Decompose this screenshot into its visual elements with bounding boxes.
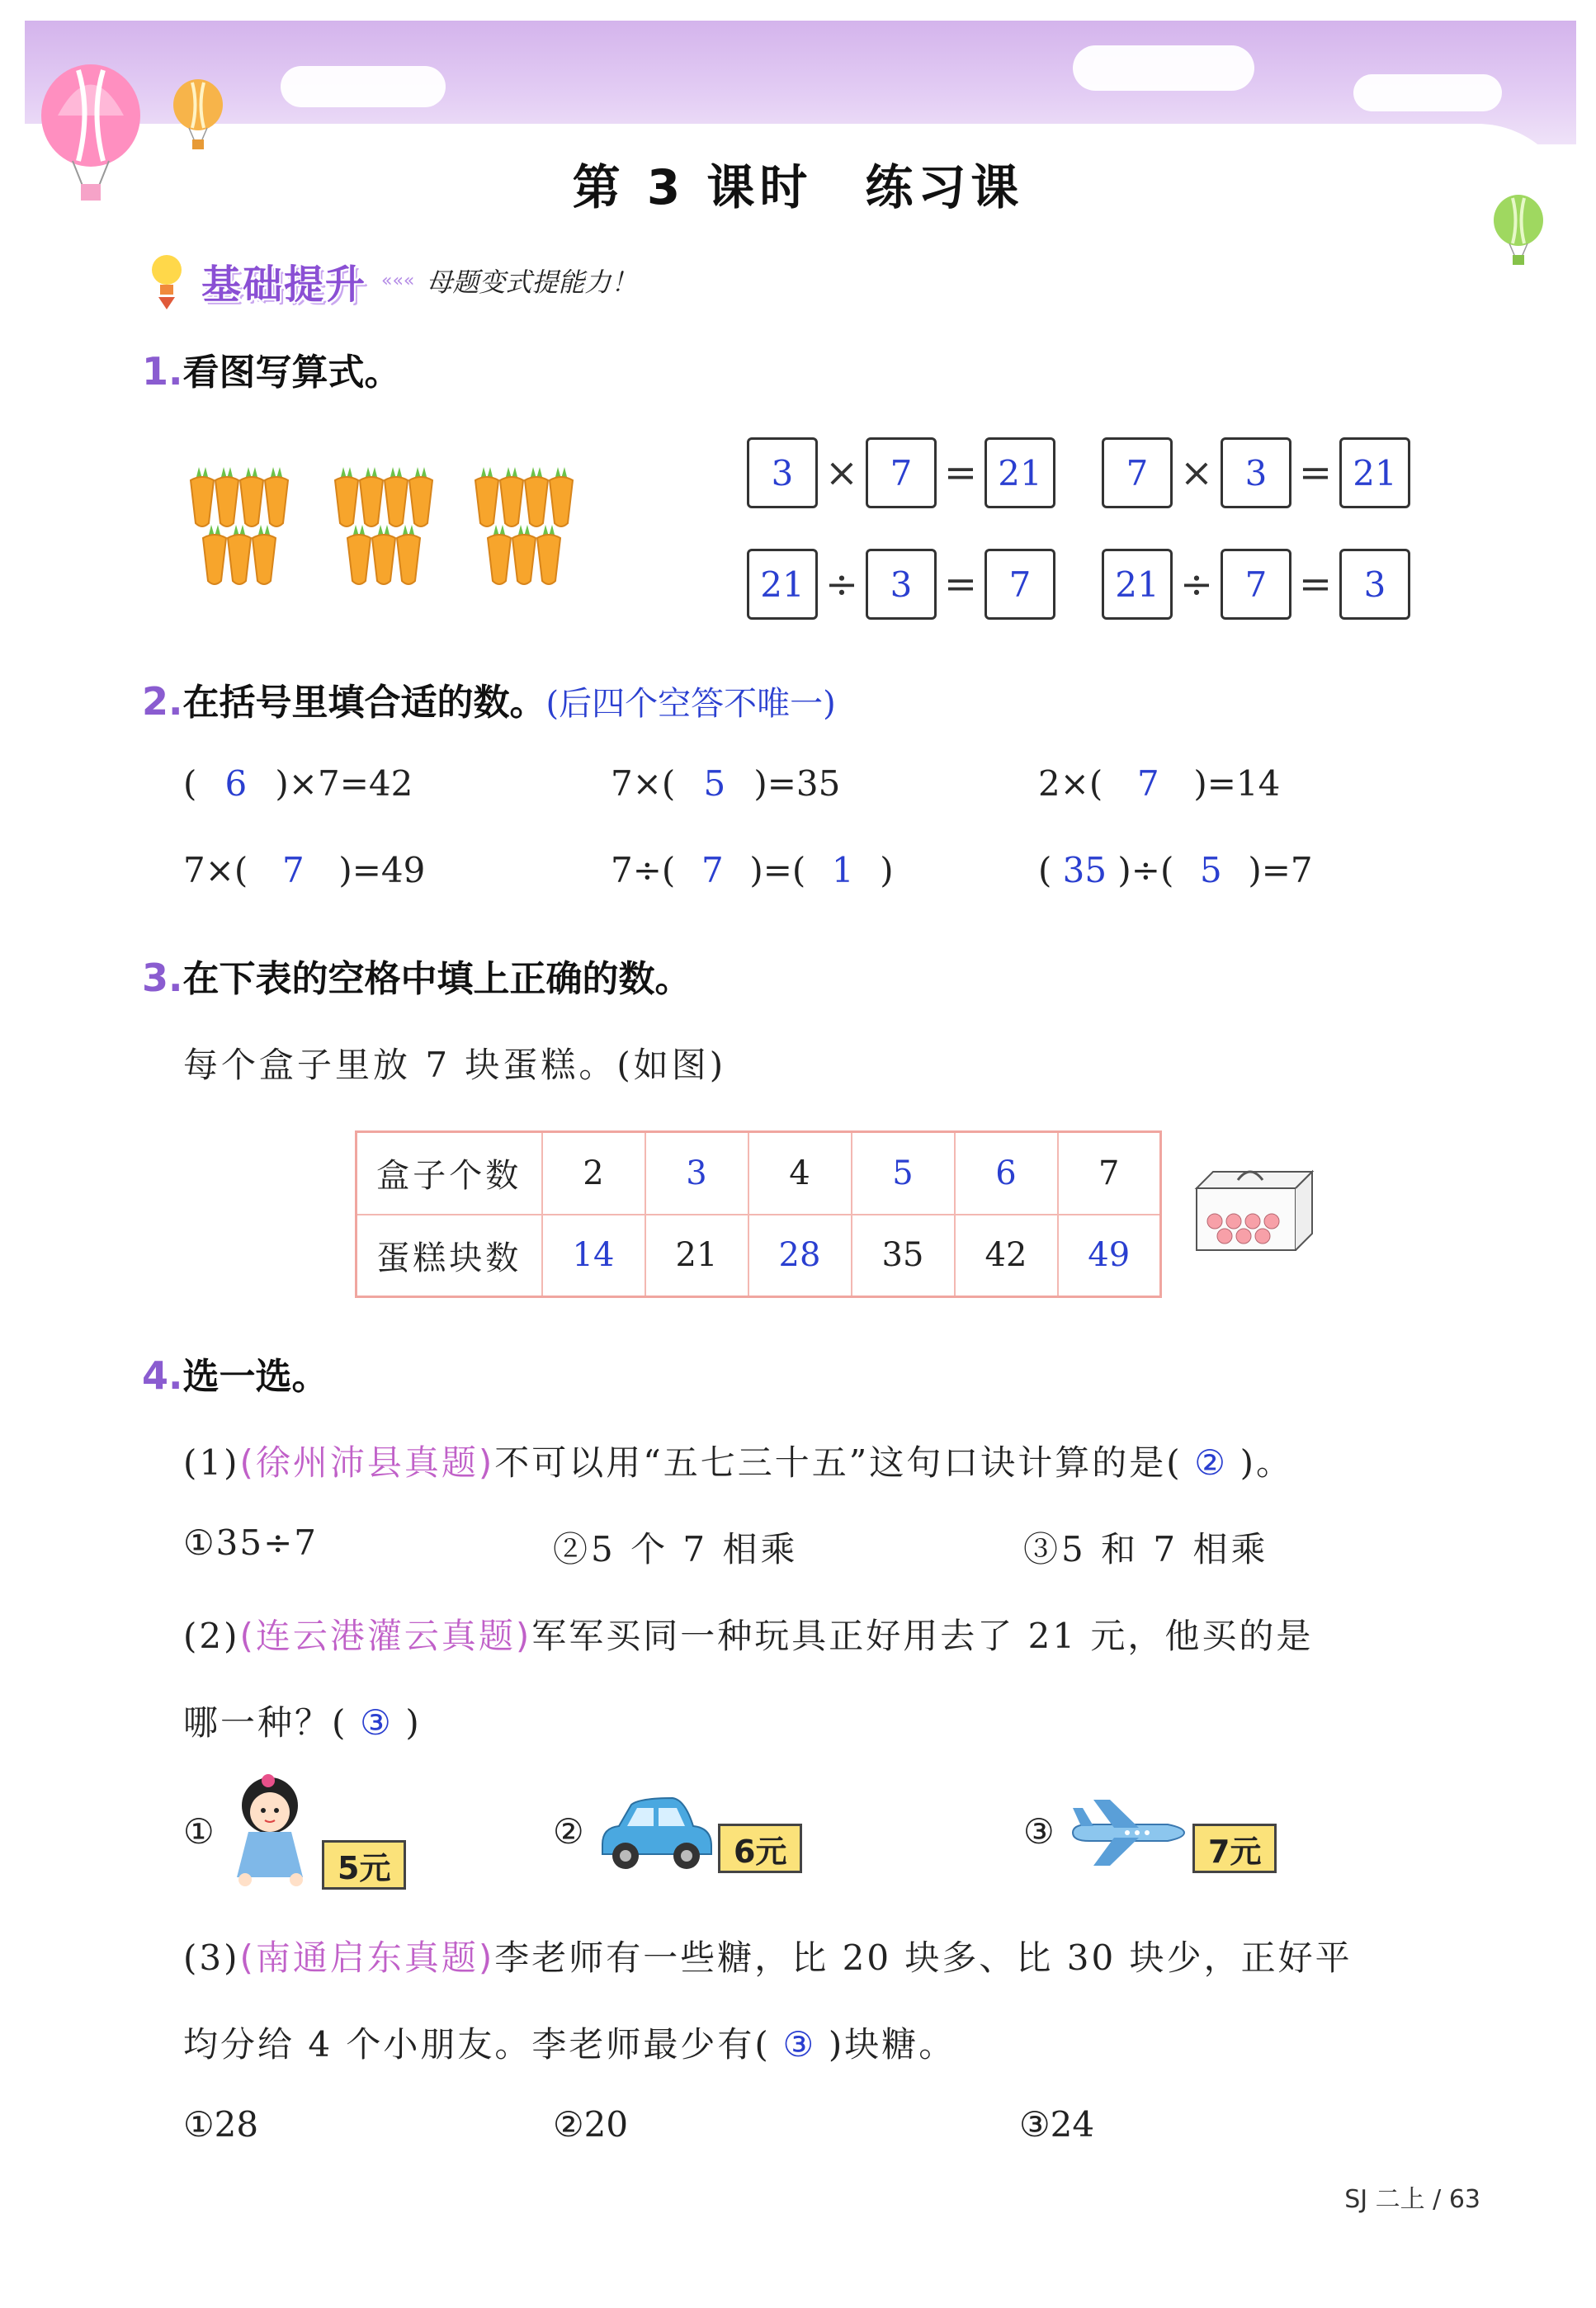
section-subtitle: 母题变式提能力！ bbox=[426, 267, 638, 298]
equals-sign: = bbox=[1298, 561, 1333, 607]
option[interactable]: ②5 个 7 相乘 bbox=[553, 1529, 799, 1569]
table-cell: 2 bbox=[542, 1132, 645, 1215]
fill-blank bbox=[1038, 763, 1280, 804]
answer[interactable]: 1 bbox=[831, 850, 854, 890]
fill-blank bbox=[611, 763, 840, 804]
question-text: 选一选。 bbox=[182, 1356, 328, 1398]
question-4-2 bbox=[183, 1609, 1313, 1659]
page-title: 第 3 课时 练习课 bbox=[572, 159, 1024, 215]
question-4-1 bbox=[183, 1436, 1293, 1485]
source-tag: (南通启东真题) bbox=[239, 1937, 495, 1978]
row-label: 蛋糕块数 bbox=[357, 1215, 542, 1297]
option[interactable]: ①35÷7 bbox=[183, 1522, 319, 1563]
question-4-2-cont bbox=[183, 1696, 422, 1745]
table-cell: 4 bbox=[748, 1132, 852, 1215]
equation-row bbox=[747, 549, 1055, 620]
answer[interactable]: ② bbox=[1194, 1442, 1228, 1483]
answer[interactable]: 7 bbox=[281, 850, 305, 890]
equals-sign: = bbox=[943, 450, 978, 496]
answer-cell[interactable]: 14 bbox=[542, 1215, 645, 1297]
hot-air-balloon-icon bbox=[169, 78, 227, 157]
option-mark[interactable]: ② bbox=[553, 1811, 584, 1852]
answer-box[interactable]: 7 bbox=[866, 437, 937, 508]
table-cell: 35 bbox=[852, 1215, 955, 1297]
answer-cell[interactable]: 5 bbox=[852, 1132, 955, 1215]
table-cell: 21 bbox=[645, 1215, 748, 1297]
text: (1) bbox=[183, 1442, 240, 1483]
cake-table bbox=[355, 1130, 1162, 1298]
answer-box[interactable]: 3 bbox=[747, 437, 818, 508]
carrot-group bbox=[475, 467, 573, 584]
question-3-title bbox=[142, 949, 691, 1002]
answer-cell[interactable]: 28 bbox=[748, 1215, 852, 1297]
section-tag bbox=[149, 248, 637, 314]
source-tag: (徐州沛县真题) bbox=[239, 1442, 495, 1483]
text: )=14 bbox=[1193, 763, 1281, 804]
question-4-3-cont bbox=[183, 2018, 956, 2067]
text: (2) bbox=[183, 1616, 240, 1656]
answer-cell[interactable]: 6 bbox=[955, 1132, 1058, 1215]
carrot-group bbox=[191, 467, 288, 584]
text: 军军买同一种玩具正好用去了 21 元，他买的是 bbox=[531, 1616, 1314, 1656]
text: (3) bbox=[183, 1937, 240, 1978]
option-mark[interactable]: ① bbox=[183, 1811, 215, 1852]
text: ( bbox=[1038, 850, 1052, 890]
text: )×7=42 bbox=[275, 763, 413, 804]
answer-cell[interactable]: 3 bbox=[645, 1132, 748, 1215]
text: ( bbox=[183, 763, 197, 804]
text: 李老师有一些糖，比 20 块多、比 30 块少，正好平 bbox=[494, 1937, 1353, 1978]
answer-box[interactable]: 21 bbox=[985, 437, 1055, 508]
row-label: 盒子个数 bbox=[357, 1132, 542, 1215]
carrot-groups-illustration bbox=[186, 462, 582, 594]
table-row bbox=[357, 1215, 1161, 1297]
question-text: 看图写算式。 bbox=[182, 352, 401, 394]
price-tag: 6元 bbox=[718, 1824, 802, 1873]
text: ) bbox=[405, 1702, 422, 1743]
text: )块糖。 bbox=[828, 2024, 956, 2065]
equals-sign: = bbox=[943, 561, 978, 607]
answer-box[interactable]: 7 bbox=[1102, 437, 1173, 508]
lightbulb-icon bbox=[149, 252, 185, 309]
answer[interactable]: 6 bbox=[224, 763, 248, 804]
option[interactable]: ②20 bbox=[553, 2104, 629, 2145]
equation-row bbox=[747, 437, 1055, 508]
answer-box[interactable]: 21 bbox=[1339, 437, 1410, 508]
equation-row bbox=[1102, 549, 1410, 620]
airplane-icon bbox=[1065, 1795, 1188, 1869]
question-text: 在下表的空格中填上正确的数。 bbox=[182, 958, 692, 1000]
question-number: 3. bbox=[142, 956, 183, 1000]
price-tag: 5元 bbox=[322, 1840, 406, 1890]
question-2-title bbox=[142, 673, 836, 725]
answer-box[interactable]: 3 bbox=[866, 549, 937, 620]
cloud-decoration bbox=[1353, 74, 1502, 111]
fill-blank bbox=[1038, 850, 1313, 890]
question-3-intro: 每个盒子里放 7 块蛋糕。(如图) bbox=[183, 1045, 727, 1085]
text: 不可以用“五七三十五”这句口诀计算的是( bbox=[494, 1442, 1183, 1483]
question-number: 4. bbox=[142, 1353, 183, 1398]
operator: ÷ bbox=[1179, 561, 1214, 607]
fill-blank bbox=[183, 763, 413, 804]
car-icon bbox=[594, 1795, 718, 1877]
answer-box[interactable]: 21 bbox=[747, 549, 818, 620]
question-number: 2. bbox=[142, 679, 183, 724]
answer[interactable]: 35 bbox=[1062, 850, 1107, 890]
table-row bbox=[357, 1132, 1161, 1215]
equals-sign: = bbox=[1298, 450, 1333, 496]
section-label: 基础提升 bbox=[201, 261, 367, 308]
answer[interactable]: 5 bbox=[1199, 850, 1222, 890]
option[interactable]: ①28 bbox=[183, 2104, 259, 2145]
fill-blank bbox=[611, 850, 894, 890]
operator: × bbox=[824, 450, 859, 496]
question-4-title bbox=[142, 1347, 328, 1399]
option-mark[interactable]: ③ bbox=[1023, 1811, 1055, 1852]
text: )。 bbox=[1239, 1442, 1294, 1483]
answer[interactable]: ③ bbox=[782, 2024, 817, 2065]
arrows-icon: ««« bbox=[381, 270, 415, 291]
cake-box-icon bbox=[1188, 1163, 1320, 1254]
text: )=35 bbox=[753, 763, 841, 804]
text: 7÷( bbox=[611, 850, 676, 890]
answer-note: (后四个空答不唯一) bbox=[545, 685, 836, 723]
answer[interactable]: 7 bbox=[1136, 763, 1159, 804]
source-tag: (连云港灌云真题) bbox=[239, 1616, 532, 1656]
answer-box[interactable]: 7 bbox=[1221, 549, 1291, 620]
answer[interactable]: 7 bbox=[701, 850, 724, 890]
answer-box[interactable]: 7 bbox=[985, 549, 1055, 620]
table-cell: 7 bbox=[1058, 1132, 1161, 1215]
doll-icon bbox=[227, 1774, 318, 1890]
cloud-decoration bbox=[1073, 45, 1254, 91]
question-number: 1. bbox=[142, 349, 183, 394]
answer-box[interactable]: 3 bbox=[1339, 549, 1410, 620]
text: 7×( bbox=[611, 763, 676, 804]
answer-cell[interactable]: 49 bbox=[1058, 1215, 1161, 1297]
page-footer: SJ 二上 / 63 bbox=[1344, 2185, 1480, 2214]
text: )=( bbox=[749, 850, 806, 890]
operator: × bbox=[1179, 450, 1214, 496]
carrot-group bbox=[335, 467, 432, 584]
question-1-title bbox=[142, 342, 400, 395]
text: 均分给 4 个小朋友。李老师最少有( bbox=[183, 2024, 771, 2065]
text: ) bbox=[880, 850, 894, 890]
answer-box[interactable]: 3 bbox=[1221, 437, 1291, 508]
question-4-3 bbox=[183, 1931, 1353, 1980]
text: )÷( bbox=[1117, 850, 1174, 890]
fill-blank bbox=[183, 850, 425, 890]
text: 哪一种？( bbox=[183, 1702, 348, 1743]
text: )=49 bbox=[338, 850, 426, 890]
answer[interactable]: 5 bbox=[703, 763, 726, 804]
text: )=7 bbox=[1248, 850, 1313, 890]
cloud-decoration bbox=[281, 66, 446, 107]
option[interactable]: ③24 bbox=[1019, 2104, 1095, 2145]
operator: ÷ bbox=[824, 561, 859, 607]
text: 7×( bbox=[183, 850, 248, 890]
answer[interactable]: ③ bbox=[360, 1702, 394, 1743]
answer-box[interactable]: 21 bbox=[1102, 549, 1173, 620]
equation-row bbox=[1102, 437, 1410, 508]
price-tag: 7元 bbox=[1192, 1824, 1277, 1873]
text: 2×( bbox=[1038, 763, 1103, 804]
table-cell: 42 bbox=[955, 1215, 1058, 1297]
option[interactable]: ③5 和 7 相乘 bbox=[1023, 1529, 1269, 1569]
question-text: 在括号里填合适的数。 bbox=[182, 682, 546, 724]
